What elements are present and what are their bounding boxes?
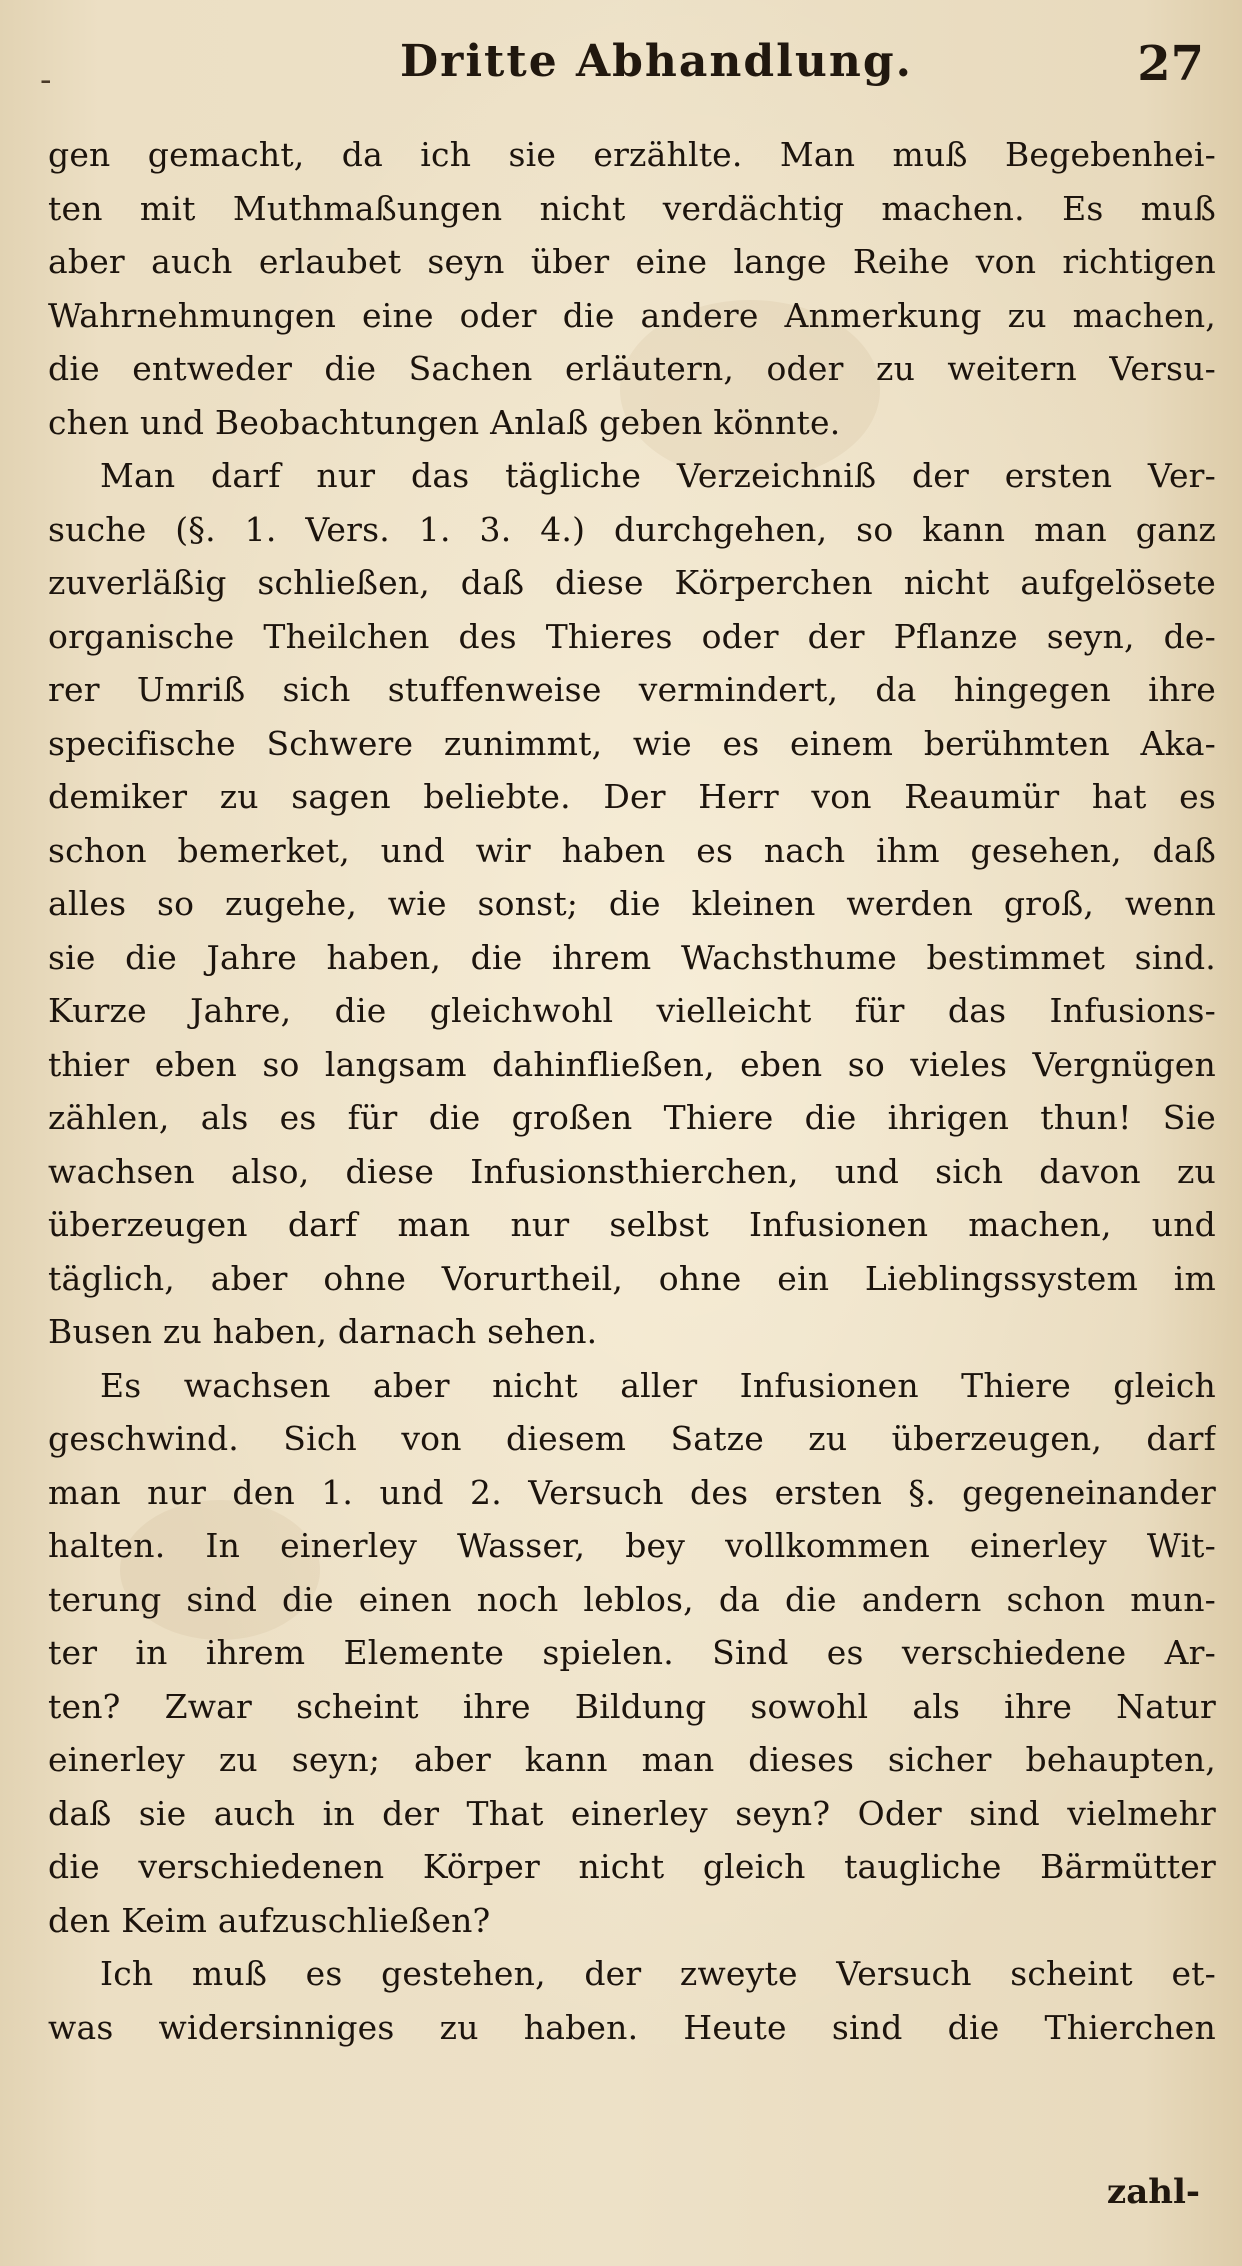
text-line: aber auch erlaubet seyn über eine lange Reihe von richtigen: [48, 242, 1216, 281]
header-dash: -: [40, 60, 52, 100]
running-title: Dritte Abhandlung.: [400, 36, 913, 87]
text-line: ten mit Muthmaßungen nicht verdächtig machen. Es muß: [48, 188, 1216, 228]
text-line: alles so zugehe, wie sonst; die kleinen werden groß, wenn: [48, 884, 1216, 923]
text-line: täglich, aber ohne Vorurtheil, ohne ein Lieblingssystem im: [48, 1258, 1216, 1298]
page-header: [0, 30, 1242, 110]
catchword: zahl-: [1106, 2172, 1200, 2212]
text-line: was widersinniges zu haben. Heute sind die Thierchen: [48, 2007, 1216, 2047]
text-line: organische Theilchen des Thieres oder der Pflanze seyn, de-: [48, 616, 1216, 656]
text-line: sie die Jahre haben, die ihrem Wachsthume bestimmet sind.: [48, 937, 1216, 977]
text-line: Es wachsen aber nicht aller Infusionen Thiere gleich: [100, 1365, 1216, 1405]
text-line: zählen, als es für die großen Thiere die ihrigen thun! Sie: [48, 1098, 1216, 1137]
text-line: geschwind. Sich von diesem Satze zu überzeugen, darf: [48, 1419, 1216, 1458]
text-line: Man darf nur das tägliche Verzeichniß der ersten Ver-: [100, 456, 1216, 495]
text-line: Wahrnehmungen eine oder die andere Anmerkung zu machen,: [48, 295, 1216, 335]
text-line: gen gemacht, da ich sie erzählte. Man muß Begebenhei-: [48, 135, 1216, 174]
body-text: [48, 128, 1216, 2054]
text-line: zuverläßig schließen, daß diese Körperchen nicht aufgelösete: [48, 563, 1216, 602]
text-line: wachsen also, diese Infusionsthierchen, und sich davon zu: [48, 1151, 1216, 1191]
text-line: Ich muß es gestehen, der zweyte Versuch scheint et-: [100, 1954, 1216, 1993]
text-line: daß sie auch in der That einerley seyn? Oder sind vielmehr: [48, 1793, 1216, 1833]
text-line: Kurze Jahre, die gleichwohl vielleicht für das Infusions-: [48, 991, 1216, 1030]
text-line: die verschiedenen Körper nicht gleich taugliche Bärmütter: [48, 1847, 1216, 1886]
text-line: demiker zu sagen beliebte. Der Herr von Reaumür hat es: [48, 777, 1216, 816]
text-line: den Keim aufzuschließen?: [48, 1900, 491, 1940]
text-line: einerley zu seyn; aber kann man dieses sicher behaupten,: [48, 1740, 1216, 1779]
text-line: ten? Zwar scheint ihre Bildung sowohl als ihre Natur: [48, 1686, 1216, 1726]
text-line: rer Umriß sich stuffenweise vermindert, da hingegen ihre: [48, 670, 1216, 709]
text-line: die entweder die Sachen erläutern, oder zu weitern Versu-: [48, 349, 1216, 388]
text-line: specifische Schwere zunimmt, wie es einem berühmten Aka-: [48, 723, 1216, 763]
text-line: thier eben so langsam dahinfließen, eben so vieles Vergnügen: [48, 1044, 1216, 1084]
text-line: ter in ihrem Elemente spielen. Sind es verschiedene Ar-: [48, 1633, 1216, 1672]
text-line: suche (§. 1. Vers. 1. 3. 4.) durchgehen, so kann man ganz: [48, 509, 1216, 549]
text-line: überzeugen darf man nur selbst Infusionen machen, und: [48, 1205, 1216, 1244]
page-number: 27: [1137, 36, 1204, 92]
text-line: chen und Beobachtungen Anlaß geben könnte.: [48, 402, 841, 442]
text-line: halten. In einerley Wasser, bey vollkommen einerley Wit-: [48, 1526, 1216, 1565]
text-line: man nur den 1. und 2. Versuch des ersten §. gegeneinander: [48, 1472, 1216, 1512]
text-line: Busen zu haben, darnach sehen.: [48, 1312, 598, 1351]
text-line: schon bemerket, und wir haben es nach ihm gesehen, daß: [48, 830, 1216, 870]
text-line: terung sind die einen noch leblos, da die andern schon mun-: [48, 1579, 1216, 1619]
